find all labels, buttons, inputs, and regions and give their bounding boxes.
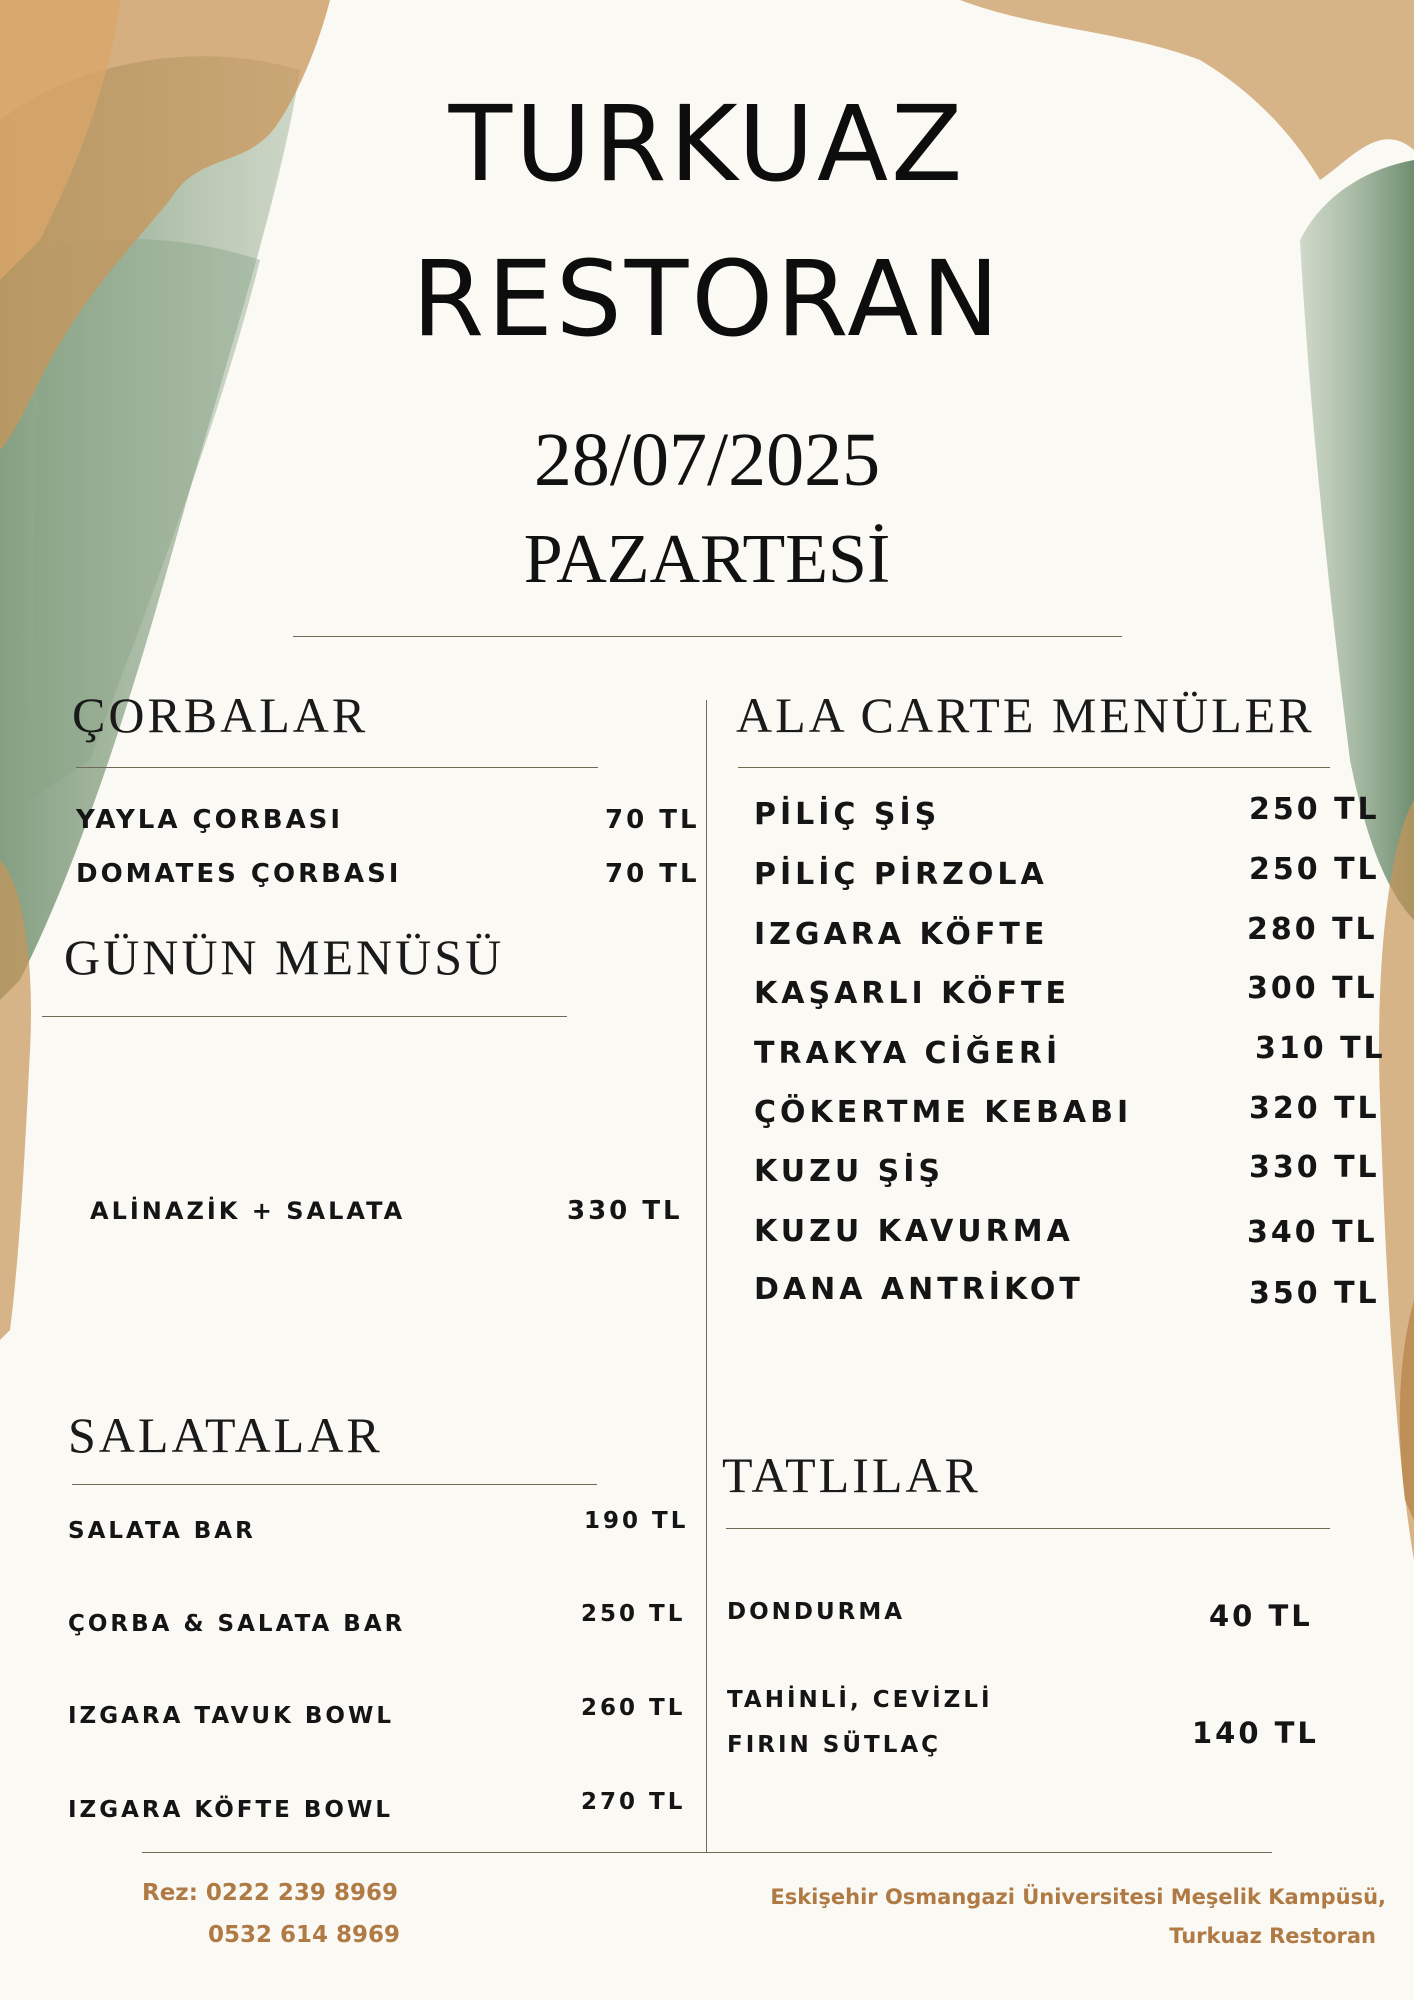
daily-menu-item-name: ALİNAZİK + SALATA xyxy=(90,1197,406,1225)
menu-date: 28/07/2025 xyxy=(533,418,881,502)
ala-carte-item-price: 330 TL xyxy=(1249,1150,1380,1185)
soups-divider xyxy=(76,767,598,768)
salad-item-price: 190 TL xyxy=(584,1508,689,1534)
restaurant-name-line2: RESTORAN xyxy=(411,238,1003,360)
column-divider xyxy=(706,700,707,1852)
reservation-phone-2: 0532 614 8969 xyxy=(208,1922,401,1948)
ala-carte-item-price: 280 TL xyxy=(1247,912,1378,947)
soup-item-name: YAYLA ÇORBASI xyxy=(76,805,344,835)
ala-carte-item-name: TRAKYA CİĞERİ xyxy=(754,1036,1062,1071)
desserts-heading: TATLILAR xyxy=(722,1447,981,1503)
dessert-item-price: 40 TL xyxy=(1209,1599,1313,1633)
salad-item-price: 260 TL xyxy=(581,1695,686,1721)
ala-carte-item-price: 310 TL xyxy=(1255,1031,1386,1066)
header-divider xyxy=(293,636,1122,637)
daily-menu-heading: GÜNÜN MENÜSÜ xyxy=(64,929,505,985)
desserts-divider xyxy=(726,1528,1330,1529)
dessert-item-name: DONDURMA xyxy=(727,1599,906,1625)
salads-divider xyxy=(72,1484,597,1485)
salad-item-name: SALATA BAR xyxy=(68,1518,256,1544)
ala-carte-item-name: PİLİÇ ŞİŞ xyxy=(754,797,941,832)
dessert-item-name-line2: FIRIN SÜTLAÇ xyxy=(727,1731,942,1758)
address-line1: Eskişehir Osmangazi Üniversitesi Meşelik Kampüsü, xyxy=(770,1885,1386,1909)
ala-carte-item-price: 340 TL xyxy=(1247,1215,1378,1250)
reservation-phone-1: Rez: 0222 239 8969 xyxy=(142,1880,398,1906)
dessert-item-price: 140 TL xyxy=(1192,1716,1319,1750)
soup-item-price: 70 TL xyxy=(605,805,700,835)
ala-carte-divider xyxy=(738,767,1330,768)
ala-carte-item-name: KAŞARLI KÖFTE xyxy=(754,976,1070,1011)
ala-carte-item-price: 250 TL xyxy=(1249,852,1380,887)
dessert-item-name-line1: TAHİNLİ, CEVİZLİ xyxy=(727,1687,993,1713)
ala-carte-item-name: PİLİÇ PİRZOLA xyxy=(754,857,1048,892)
salads-heading: SALATALAR xyxy=(68,1407,383,1463)
ala-carte-item-price: 300 TL xyxy=(1247,971,1378,1006)
dessert-item-name xyxy=(727,1678,993,1768)
daily-menu-item-price: 330 TL xyxy=(567,1196,683,1226)
ala-carte-item-name: KUZU KAVURMA xyxy=(754,1214,1074,1249)
ala-carte-item-name: ÇÖKERTME KEBABI xyxy=(754,1095,1133,1130)
ala-carte-item-price: 320 TL xyxy=(1249,1091,1380,1126)
ala-carte-item-name: IZGARA KÖFTE xyxy=(754,917,1049,952)
ala-carte-item-price: 350 TL xyxy=(1249,1276,1380,1311)
ala-carte-item-name: DANA ANTRİKOT xyxy=(754,1272,1084,1307)
salad-item-name: IZGARA KÖFTE BOWL xyxy=(68,1797,394,1823)
ala-carte-item-name: KUZU ŞİŞ xyxy=(754,1154,945,1189)
menu-day: PAZARTESİ xyxy=(523,521,891,598)
soup-item-name: DOMATES ÇORBASI xyxy=(76,859,402,889)
salad-item-name: IZGARA TAVUK BOWL xyxy=(68,1703,394,1729)
salad-item-name: ÇORBA & SALATA BAR xyxy=(68,1611,406,1637)
restaurant-name-line1: TURKUAZ xyxy=(448,83,966,205)
soup-item-price: 70 TL xyxy=(605,859,700,889)
address-line2: Turkuaz Restoran xyxy=(1169,1924,1376,1948)
footer-divider xyxy=(142,1852,1272,1853)
ala-carte-item-price: 250 TL xyxy=(1249,792,1380,827)
salad-item-price: 270 TL xyxy=(581,1789,686,1815)
daily-menu-divider xyxy=(42,1016,567,1017)
soups-heading: ÇORBALAR xyxy=(72,687,369,743)
ala-carte-heading: ALA CARTE MENÜLER xyxy=(736,687,1315,743)
salad-item-price: 250 TL xyxy=(581,1601,686,1627)
